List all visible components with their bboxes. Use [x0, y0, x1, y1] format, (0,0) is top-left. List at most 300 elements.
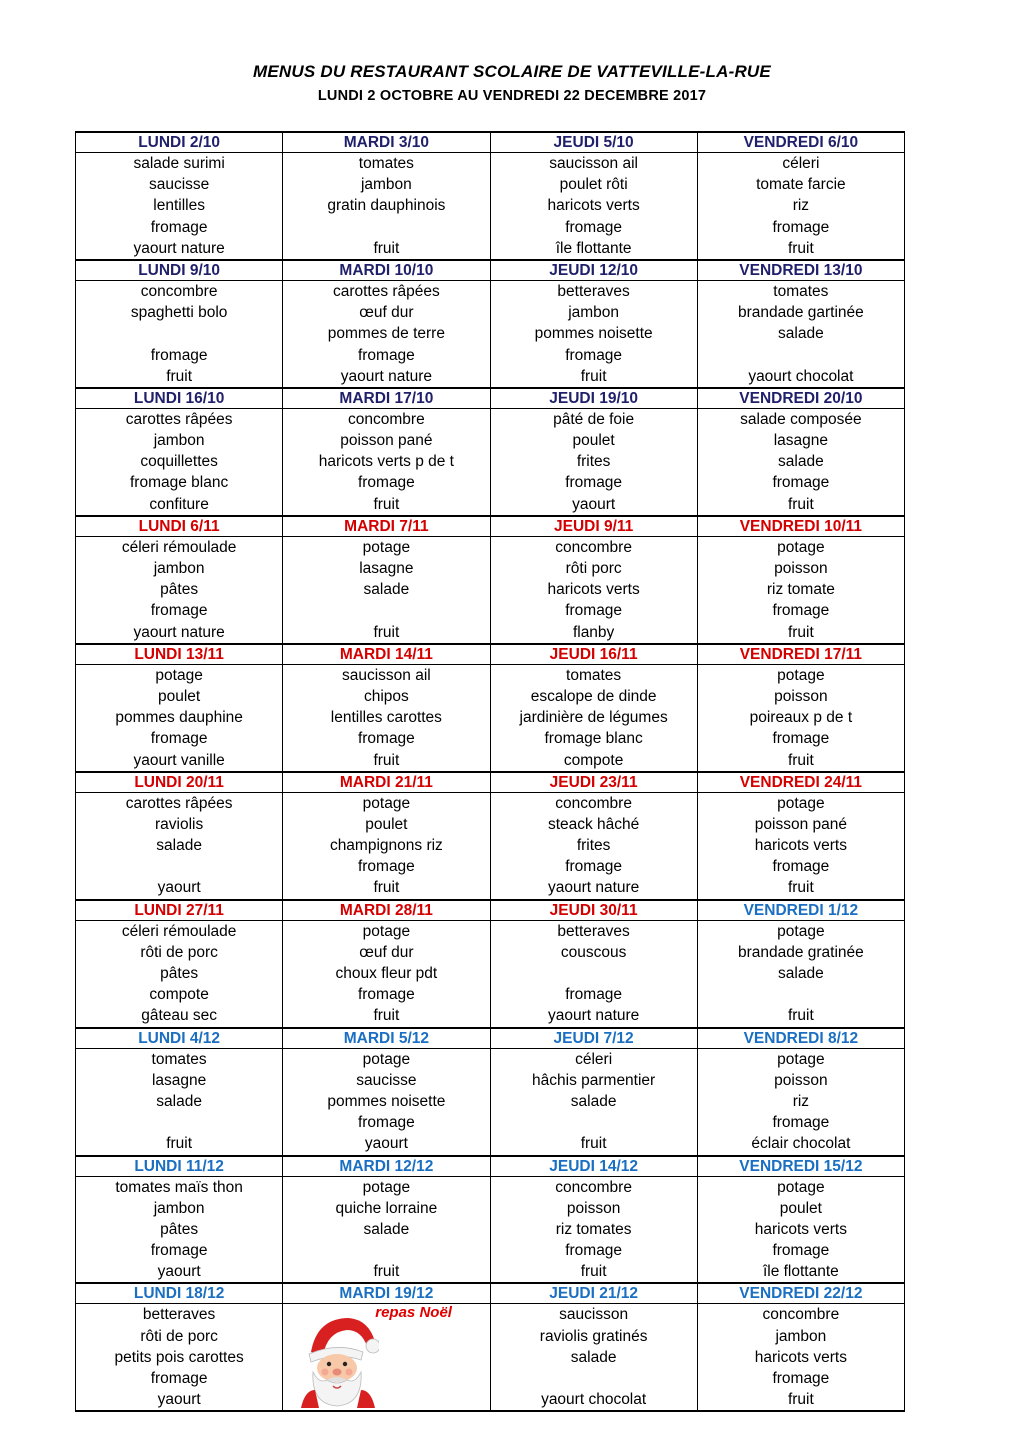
- menu-item: fromage: [357, 986, 415, 1004]
- day-menu: [76, 1304, 283, 1411]
- menu-item: salade: [570, 1092, 617, 1110]
- day-menu: [76, 280, 283, 387]
- day-header: JEUDI 19/10: [490, 388, 697, 409]
- menu-item: salade: [363, 1220, 410, 1238]
- menu-item: spaghetti bolo: [130, 304, 228, 322]
- week-header-row: [76, 1156, 905, 1177]
- menu-item: potage: [155, 666, 203, 684]
- day-menu: [490, 153, 697, 260]
- day-header: VENDREDI 6/10: [697, 132, 904, 153]
- menu-item: fromage: [150, 1242, 208, 1260]
- menu-item: fromage: [565, 602, 623, 620]
- menu-item: potage: [777, 1178, 825, 1196]
- day-header: LUNDI 27/11: [76, 900, 283, 921]
- day-header: JEUDI 5/10: [490, 132, 697, 153]
- week-menu-row: [76, 153, 905, 260]
- menu-item: pommes noisette: [534, 325, 653, 343]
- day-header: LUNDI 20/11: [76, 772, 283, 793]
- menu-item: potage: [777, 794, 825, 812]
- menu-item: yaourt: [157, 1263, 201, 1281]
- menu-item: île flottante: [762, 1263, 839, 1281]
- day-menu: [490, 536, 697, 643]
- day-header: MARDI 21/11: [283, 772, 490, 793]
- menu-item: fromage blanc: [130, 474, 229, 492]
- menu-item: salade: [156, 837, 202, 855]
- menu-item: yaourt nature: [133, 239, 225, 257]
- menu-item: fromage: [357, 346, 415, 364]
- menu-item: fruit: [787, 623, 814, 641]
- day-menu: [283, 536, 490, 643]
- day-header: JEUDI 7/12: [490, 1028, 697, 1049]
- menu-item: yaourt nature: [133, 623, 225, 641]
- menu-item: betteraves: [557, 922, 630, 940]
- day-header: MARDI 7/11: [283, 516, 490, 537]
- menu-item: yaourt nature: [547, 1007, 640, 1025]
- menu-item: saucisson: [559, 1306, 629, 1324]
- menu-item: céleri rémoulade: [121, 538, 237, 556]
- menu-item: saucisse: [356, 1071, 417, 1089]
- christmas-meal: [283, 1304, 489, 1409]
- menu-item: poisson: [774, 560, 828, 577]
- day-menu: [283, 280, 490, 387]
- day-menu: [490, 664, 697, 771]
- day-menu: [490, 408, 697, 515]
- menu-item: brandade gartinée: [737, 304, 864, 322]
- menu-item: concombre: [555, 794, 632, 812]
- menu-item: concombre: [762, 1306, 840, 1324]
- menu-item: brandade gratinée: [737, 943, 864, 961]
- day-menu: [490, 792, 697, 899]
- menu-item: potage: [777, 666, 825, 684]
- menu-item: yaourt vanille: [133, 751, 225, 769]
- menu-item: pommes noisette: [327, 1092, 446, 1110]
- menu-item: poulet: [779, 1199, 822, 1217]
- menu-item: fromage: [150, 730, 208, 748]
- menu-item: fruit: [580, 1263, 607, 1281]
- menu-item: fruit: [373, 751, 400, 769]
- menu-item: [76, 323, 282, 344]
- menu-item: concombre: [555, 538, 632, 556]
- week-header-row: [76, 644, 905, 665]
- menu-item: lasagne: [151, 1071, 207, 1089]
- week-menu-row: [76, 664, 905, 771]
- menu-item: poulet: [572, 432, 615, 450]
- menu-item: fromage: [150, 602, 208, 620]
- day-header: JEUDI 21/12: [490, 1283, 697, 1304]
- menu-item: haricots verts: [754, 837, 847, 855]
- menu-item: yaourt nature: [547, 879, 640, 897]
- menu-item: fromage: [565, 474, 623, 492]
- menu-item: gâteau sec: [141, 1007, 218, 1025]
- day-header: VENDREDI 8/12: [697, 1028, 904, 1049]
- menu-item: jambon: [360, 176, 412, 194]
- menu-item: betteraves: [142, 1306, 216, 1324]
- menu-item: yaourt chocolat: [748, 367, 854, 385]
- day-menu: [697, 920, 904, 1027]
- menu-item: yaourt nature: [340, 367, 433, 385]
- menu-item: lentilles: [153, 197, 205, 215]
- menu-item: céleri: [575, 1050, 613, 1068]
- menu-item: salade: [778, 453, 824, 471]
- menu-item: poulet rôti: [559, 176, 628, 194]
- christmas-meal-label: repas Noël: [375, 1304, 452, 1322]
- menu-item: frites: [576, 453, 611, 471]
- menu-item: fromage: [150, 346, 208, 364]
- day-menu: [490, 1048, 697, 1155]
- day-header: LUNDI 13/11: [76, 644, 283, 665]
- menu-item: raviolis: [155, 815, 204, 833]
- menu-item: raviolis gratinés: [539, 1327, 648, 1345]
- menu-item: poisson: [566, 1199, 621, 1217]
- menu-item: [698, 345, 904, 366]
- week-header-row: [76, 772, 905, 793]
- day-header: VENDREDI 20/10: [697, 388, 904, 409]
- day-header: LUNDI 18/12: [76, 1283, 283, 1304]
- menu-item: fromage: [772, 218, 830, 236]
- menu-item: salade surimi: [133, 155, 225, 172]
- day-header: VENDREDI 22/12: [697, 1283, 904, 1304]
- day-header: LUNDI 9/10: [76, 260, 283, 281]
- menu-item: tomates: [151, 1050, 207, 1068]
- menu-item: potage: [777, 538, 825, 556]
- day-menu: [697, 1176, 904, 1283]
- menu-item: confiture: [149, 495, 209, 513]
- menu-item: jambon: [568, 304, 620, 322]
- menu-item: concombre: [555, 1178, 632, 1196]
- page-subtitle: LUNDI 2 OCTOBRE AU VENDREDI 22 DECEMBRE 2017: [317, 88, 707, 104]
- menu-item: jambon: [153, 432, 205, 450]
- menu-item: poisson pané: [754, 815, 847, 833]
- day-header: VENDREDI 15/12: [697, 1156, 904, 1177]
- day-header: MARDI 28/11: [283, 900, 490, 921]
- menu-item: fruit: [166, 1135, 193, 1153]
- day-menu: [697, 1304, 904, 1411]
- day-menu: [490, 280, 697, 387]
- menu-item: fruit: [166, 367, 193, 385]
- menu-item: haricots verts: [754, 1220, 847, 1238]
- week-header-row: [76, 388, 905, 409]
- menu-item: champignons riz: [329, 837, 443, 855]
- day-menu: [76, 408, 283, 515]
- menu-item: coquillettes: [140, 453, 218, 471]
- menu-item: fruit: [580, 1135, 607, 1153]
- day-menu: [697, 792, 904, 899]
- menu-item: pâtes: [160, 1220, 199, 1238]
- menu-item: poulet: [365, 815, 408, 833]
- menu-item: fromage: [772, 1370, 830, 1387]
- week-header-row: [76, 260, 905, 281]
- menu-item: [76, 856, 282, 877]
- day-menu: [697, 280, 904, 387]
- menu-item: frites: [576, 837, 611, 855]
- menu-item: lasagne: [773, 432, 829, 450]
- menu-item: poulet: [158, 687, 201, 705]
- menu-item: [76, 1112, 282, 1133]
- day-menu: [697, 408, 904, 515]
- day-menu: [697, 664, 904, 771]
- menu-item: céleri: [782, 155, 820, 172]
- menu-item: potage: [777, 922, 825, 940]
- day-header: JEUDI 9/11: [490, 516, 697, 537]
- menu-item: pâtes: [160, 965, 199, 982]
- day-header: VENDREDI 13/10: [697, 260, 904, 281]
- day-header: VENDREDI 24/11: [697, 772, 904, 793]
- menu-item: [491, 1112, 697, 1133]
- menu-item: riz tomate: [766, 581, 835, 599]
- day-menu: [76, 664, 283, 771]
- menu-item: tomates: [566, 666, 622, 684]
- menu-item: carottes râpées: [125, 410, 233, 428]
- day-header: VENDREDI 10/11: [697, 516, 904, 537]
- menu-item: carottes râpées: [125, 794, 233, 812]
- day-header: MARDI 3/10: [283, 132, 490, 153]
- week-menu-row: [76, 1048, 905, 1155]
- menu-item: fruit: [787, 751, 814, 769]
- menu-item: salade: [363, 581, 410, 599]
- menu-item: fruit: [580, 367, 607, 385]
- day-menu: [283, 1176, 490, 1283]
- menu-item: petits pois carottes: [114, 1348, 244, 1366]
- day-menu: [76, 1048, 283, 1155]
- day-header: JEUDI 30/11: [490, 900, 697, 921]
- menu-item: gratin dauphinois: [327, 197, 446, 215]
- menu-item: lasagne: [359, 560, 414, 577]
- day-menu: [76, 153, 283, 260]
- menu-item: haricots verts: [547, 197, 640, 215]
- menu-item: salade composée: [740, 410, 862, 428]
- day-header: LUNDI 4/12: [76, 1028, 283, 1049]
- day-menu: [490, 1176, 697, 1283]
- menu-item: fruit: [373, 239, 400, 257]
- menu-item: escalope de dinde: [530, 687, 657, 705]
- menu-item: poisson: [774, 1071, 828, 1089]
- menu-item: tomate farcie: [756, 176, 846, 194]
- menu-item: fromage: [772, 602, 830, 620]
- day-menu: [76, 920, 283, 1027]
- menu-item: salade: [156, 1092, 202, 1110]
- week-menu-row: [76, 1304, 905, 1411]
- menu-item: fromage: [565, 986, 623, 1004]
- menu-item: fromage: [357, 1114, 415, 1132]
- day-menu: [283, 1304, 490, 1411]
- menu-item: concombre: [348, 410, 425, 428]
- menu-item: tomates maïs thon: [115, 1178, 243, 1196]
- menu-item: [491, 963, 697, 984]
- menu-item: poisson pané: [340, 432, 433, 450]
- page-title: MENUS DU RESTAURANT SCOLAIRE DE VATTEVILLE-LA-RUE: [253, 62, 771, 81]
- menu-item: choux fleur pdt: [335, 965, 438, 982]
- menu-item: flanby: [572, 623, 615, 641]
- day-menu: [283, 153, 490, 260]
- week-header-row: [76, 516, 905, 537]
- menu-item: éclair chocolat: [751, 1135, 851, 1153]
- week-header-row: [76, 1028, 905, 1049]
- menu-item: jambon: [153, 560, 205, 577]
- menu-item: fromage: [772, 858, 830, 876]
- week-menu-row: [76, 280, 905, 387]
- menu-item: poisson: [774, 687, 828, 705]
- menu-item: rôti porc: [565, 560, 622, 577]
- menu-item: riz: [792, 197, 810, 215]
- menu-item: fromage: [357, 474, 415, 492]
- day-header: LUNDI 11/12: [76, 1156, 283, 1177]
- menu-item: pâté de foie: [553, 410, 635, 428]
- menu-item: jambon: [775, 1327, 827, 1345]
- santa-claus-icon: [297, 1312, 379, 1408]
- day-header: JEUDI 16/11: [490, 644, 697, 665]
- menu-item: salade: [778, 325, 824, 343]
- menu-item: fromage: [565, 1242, 623, 1260]
- week-menu-row: [76, 920, 905, 1027]
- menu-item: [491, 1368, 697, 1389]
- week-menu-row: [76, 792, 905, 899]
- day-menu: [283, 1048, 490, 1155]
- menu-item: haricots verts: [754, 1348, 847, 1366]
- menu-item: fromage: [772, 1242, 830, 1260]
- day-menu: [697, 536, 904, 643]
- menu-item: couscous: [560, 943, 627, 961]
- week-header-row: [76, 900, 905, 921]
- menu-item: lentilles carottes: [330, 709, 442, 727]
- day-menu: [76, 536, 283, 643]
- menu-item: compote: [149, 986, 209, 1004]
- menu-item: yaourt: [157, 879, 201, 897]
- menu-item: fromage: [565, 858, 623, 876]
- week-menu-row: [76, 536, 905, 643]
- menu-item: concombre: [140, 282, 218, 300]
- menu-item: steack hâché: [547, 815, 640, 833]
- day-header: MARDI 19/12: [283, 1283, 490, 1304]
- menu-item: potage: [362, 922, 411, 940]
- menu-item: fruit: [787, 1007, 814, 1025]
- day-header: JEUDI 14/12: [490, 1156, 697, 1177]
- day-menu: [283, 792, 490, 899]
- menu-item: fruit: [373, 1263, 400, 1281]
- menu-item: fromage: [150, 218, 208, 236]
- menu-item: rôti de porc: [140, 943, 218, 961]
- menu-item: fromage: [772, 1114, 830, 1132]
- menu-item: fruit: [373, 623, 400, 641]
- menu-item: fromage: [150, 1370, 208, 1387]
- day-header: LUNDI 6/11: [76, 516, 283, 537]
- day-header: LUNDI 2/10: [76, 132, 283, 153]
- week-menu-row: [76, 1176, 905, 1283]
- menu-item: saucisson ail: [342, 666, 431, 684]
- menu-item: saucisse: [148, 176, 210, 194]
- menu-item: fruit: [373, 495, 400, 513]
- menu-item: fromage: [357, 858, 415, 876]
- menu-item: fruit: [787, 879, 814, 897]
- menu-item: fruit: [373, 879, 400, 897]
- menu-item: chipos: [363, 687, 409, 705]
- menu-item: potage: [362, 1050, 411, 1068]
- day-header: LUNDI 16/10: [76, 388, 283, 409]
- menu-item: riz: [792, 1092, 810, 1110]
- menu-item: [283, 1240, 489, 1261]
- menu-item: potage: [777, 1050, 825, 1068]
- day-menu: [76, 1176, 283, 1283]
- menu-item: potage: [362, 538, 411, 556]
- day-header: MARDI 14/11: [283, 644, 490, 665]
- menu-item: yaourt: [157, 1391, 201, 1409]
- menu-item: riz tomates: [555, 1220, 632, 1238]
- menu-item: yaourt chocolat: [541, 1391, 647, 1409]
- menu-item: yaourt: [572, 495, 616, 513]
- menu-item: fromage: [565, 218, 623, 236]
- menu-item: quiche lorraine: [335, 1199, 438, 1217]
- week-header-row: [76, 1283, 905, 1304]
- day-header: VENDREDI 1/12: [697, 900, 904, 921]
- menu-item: rôti de porc: [140, 1327, 218, 1345]
- menu-item: pâtes: [160, 581, 199, 599]
- day-menu: [283, 664, 490, 771]
- menu-item: saucisson ail: [549, 155, 638, 172]
- menu-item: potage: [362, 794, 411, 812]
- menu-item: jambon: [153, 1199, 205, 1217]
- day-menu: [283, 920, 490, 1027]
- menu-item: céleri rémoulade: [121, 922, 237, 940]
- menu-item: [283, 217, 489, 238]
- menu-item: fromage: [565, 346, 623, 364]
- day-header: JEUDI 12/10: [490, 260, 697, 281]
- menu-item: tomates: [358, 155, 414, 172]
- day-menu: [283, 408, 490, 515]
- day-header: MARDI 10/10: [283, 260, 490, 281]
- menu-item: œuf dur: [359, 304, 414, 322]
- menu-item: tomates: [773, 282, 829, 300]
- menu-item: fruit: [787, 1391, 814, 1409]
- menu-item: [283, 600, 489, 621]
- menu-item: œuf dur: [359, 943, 414, 961]
- menu-item: poireaux p de t: [749, 709, 853, 727]
- menu-item: yaourt: [364, 1135, 408, 1153]
- menu-item: fromage: [772, 474, 830, 492]
- menu-item: haricots verts p de t: [318, 453, 454, 471]
- menu-table: [75, 131, 905, 1412]
- menu-item: jardinière de légumes: [519, 709, 668, 727]
- menu-item: betteraves: [557, 282, 630, 300]
- menu-item: fruit: [373, 1007, 400, 1025]
- week-header-row: [76, 132, 905, 153]
- day-header: MARDI 17/10: [283, 388, 490, 409]
- menu-item: salade: [778, 965, 824, 982]
- day-menu: [697, 1048, 904, 1155]
- menu-item: fruit: [787, 495, 814, 513]
- menu-item: compote: [563, 751, 624, 769]
- menu-item: carottes râpées: [332, 282, 440, 300]
- menu-item: fromage: [357, 730, 415, 748]
- menu-item: salade: [570, 1348, 617, 1366]
- menu-item: pommes de terre: [327, 325, 445, 343]
- day-menu: [490, 1304, 697, 1411]
- day-menu: [697, 153, 904, 260]
- menu-item: pommes dauphine: [115, 709, 243, 727]
- menu-item: [698, 984, 904, 1005]
- day-menu: [490, 920, 697, 1027]
- menu-item: fromage blanc: [544, 730, 643, 748]
- day-menu: [76, 792, 283, 899]
- week-menu-row: [76, 408, 905, 515]
- menu-item: potage: [362, 1178, 411, 1196]
- day-header: JEUDI 23/11: [490, 772, 697, 793]
- day-header: VENDREDI 17/11: [697, 644, 904, 665]
- menu-item: fruit: [787, 239, 814, 257]
- menu-item: île flottante: [555, 239, 632, 257]
- day-header: MARDI 12/12: [283, 1156, 490, 1177]
- menu-item: hâchis parmentier: [532, 1071, 656, 1089]
- menu-item: haricots verts: [547, 581, 640, 599]
- day-header: MARDI 5/12: [283, 1028, 490, 1049]
